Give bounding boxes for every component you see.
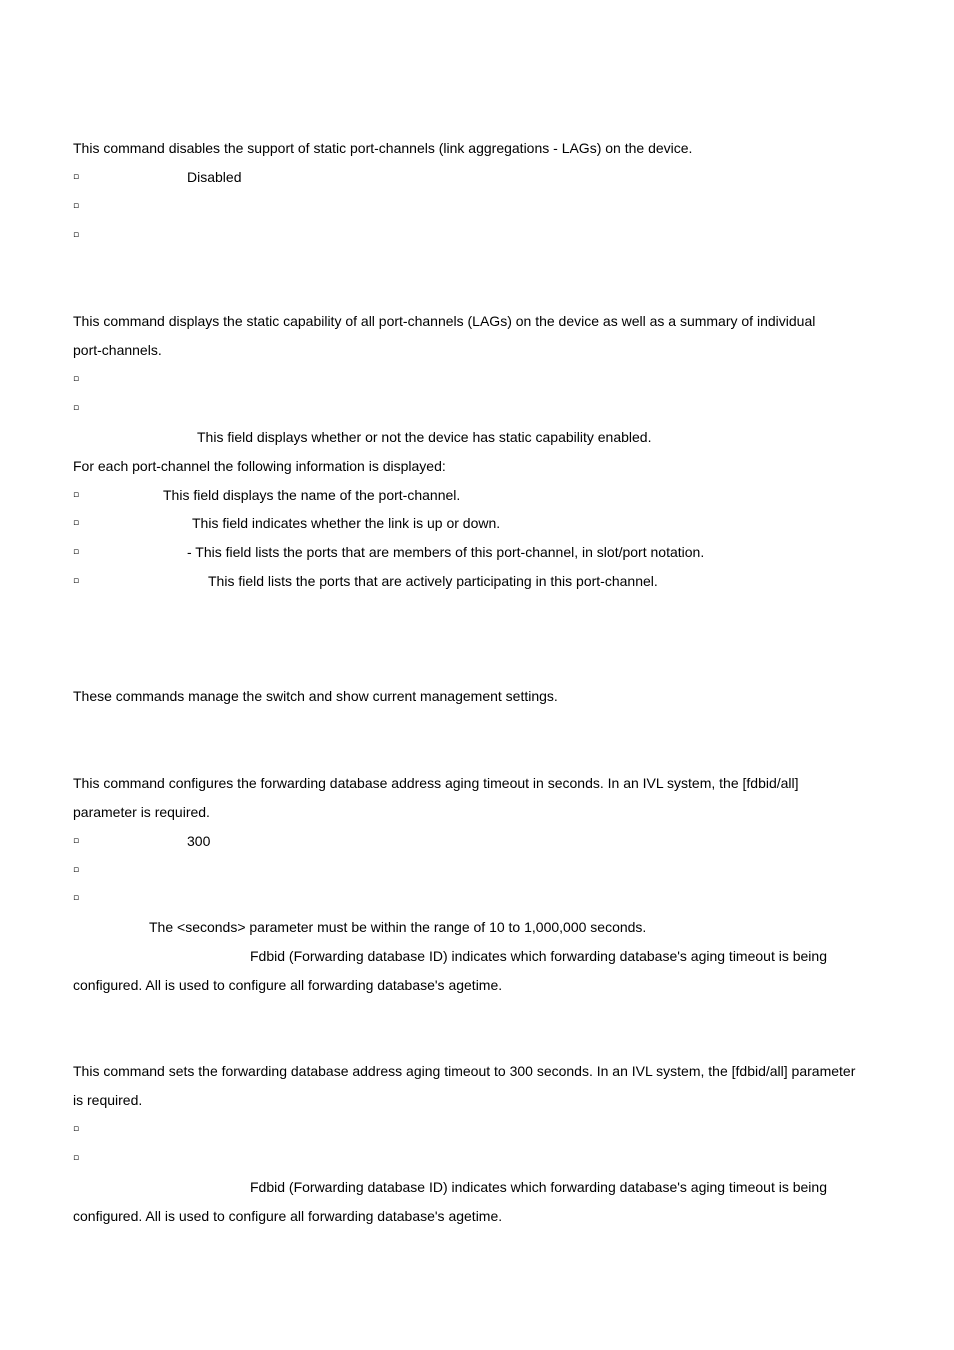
bullet-icon: ▫ [73, 403, 80, 413]
bullet-icon: ▫ [73, 1153, 80, 1163]
bullet-icon: ▫ [73, 865, 80, 875]
section5-description-line2: is required. [73, 1092, 143, 1108]
bullet-icon: ▫ [73, 490, 80, 500]
bullet-icon: ▫ [73, 1124, 80, 1134]
section5-description-line1: This command sets the forwarding database address aging timeout to 300 seconds. In an IVL system, the [fdbid/all] parameter [73, 1063, 856, 1079]
section3-intro: These commands manage the switch and show current management settings. [73, 688, 558, 704]
field-link-description: This field indicates whether the link is up or down. [192, 515, 501, 531]
bullet-icon: ▫ [73, 230, 80, 240]
section4-fdbid-line2: configured. All is used to configure all forwarding database's agetime. [73, 977, 503, 993]
field-name-description: This field displays the name of the port-channel. [163, 487, 461, 503]
bullet-icon: ▫ [73, 893, 80, 903]
field-members-description: - This field lists the ports that are members of this port-channel, in slot/port notation. [187, 544, 705, 560]
seconds-parameter-description: The <seconds> parameter must be within the range of 10 to 1,000,000 seconds. [149, 919, 647, 935]
section2-description-line1: This command displays the static capability of all port-channels (LAGs) on the device as well as a summary of individual [73, 313, 816, 329]
section4-description-line2: parameter is required. [73, 804, 210, 820]
static-capability-description: This field displays whether or not the device has static capability enabled. [197, 429, 652, 445]
field-active-ports-description: This field lists the ports that are actively participating in this port-channel. [208, 573, 658, 589]
section4-fdbid-line1: Fdbid (Forwarding database ID) indicates which forwarding database's aging timeout is being [250, 948, 827, 964]
bullet-icon: ▫ [73, 172, 80, 182]
section4-default-value: 300 [187, 833, 211, 849]
section5-fdbid-line2: configured. All is used to configure all forwarding database's agetime. [73, 1208, 503, 1224]
bullet-icon: ▫ [73, 547, 80, 557]
bullet-icon: ▫ [73, 518, 80, 528]
section1-description: This command disables the support of static port-channels (link aggregations - LAGs) on the device. [73, 140, 693, 156]
section5-fdbid-line1: Fdbid (Forwarding database ID) indicates which forwarding database's aging timeout is being [250, 1179, 827, 1195]
section4-description-line1: This command configures the forwarding database address aging timeout in seconds. In an IVL system, the [fdbid/all] [73, 775, 799, 791]
per-channel-intro: For each port-channel the following information is displayed: [73, 458, 446, 474]
section1-default-value: Disabled [187, 169, 242, 185]
bullet-icon: ▫ [73, 201, 80, 211]
bullet-icon: ▫ [73, 374, 80, 384]
bullet-icon: ▫ [73, 576, 80, 586]
section2-description-line2: port-channels. [73, 342, 162, 358]
bullet-icon: ▫ [73, 836, 80, 846]
